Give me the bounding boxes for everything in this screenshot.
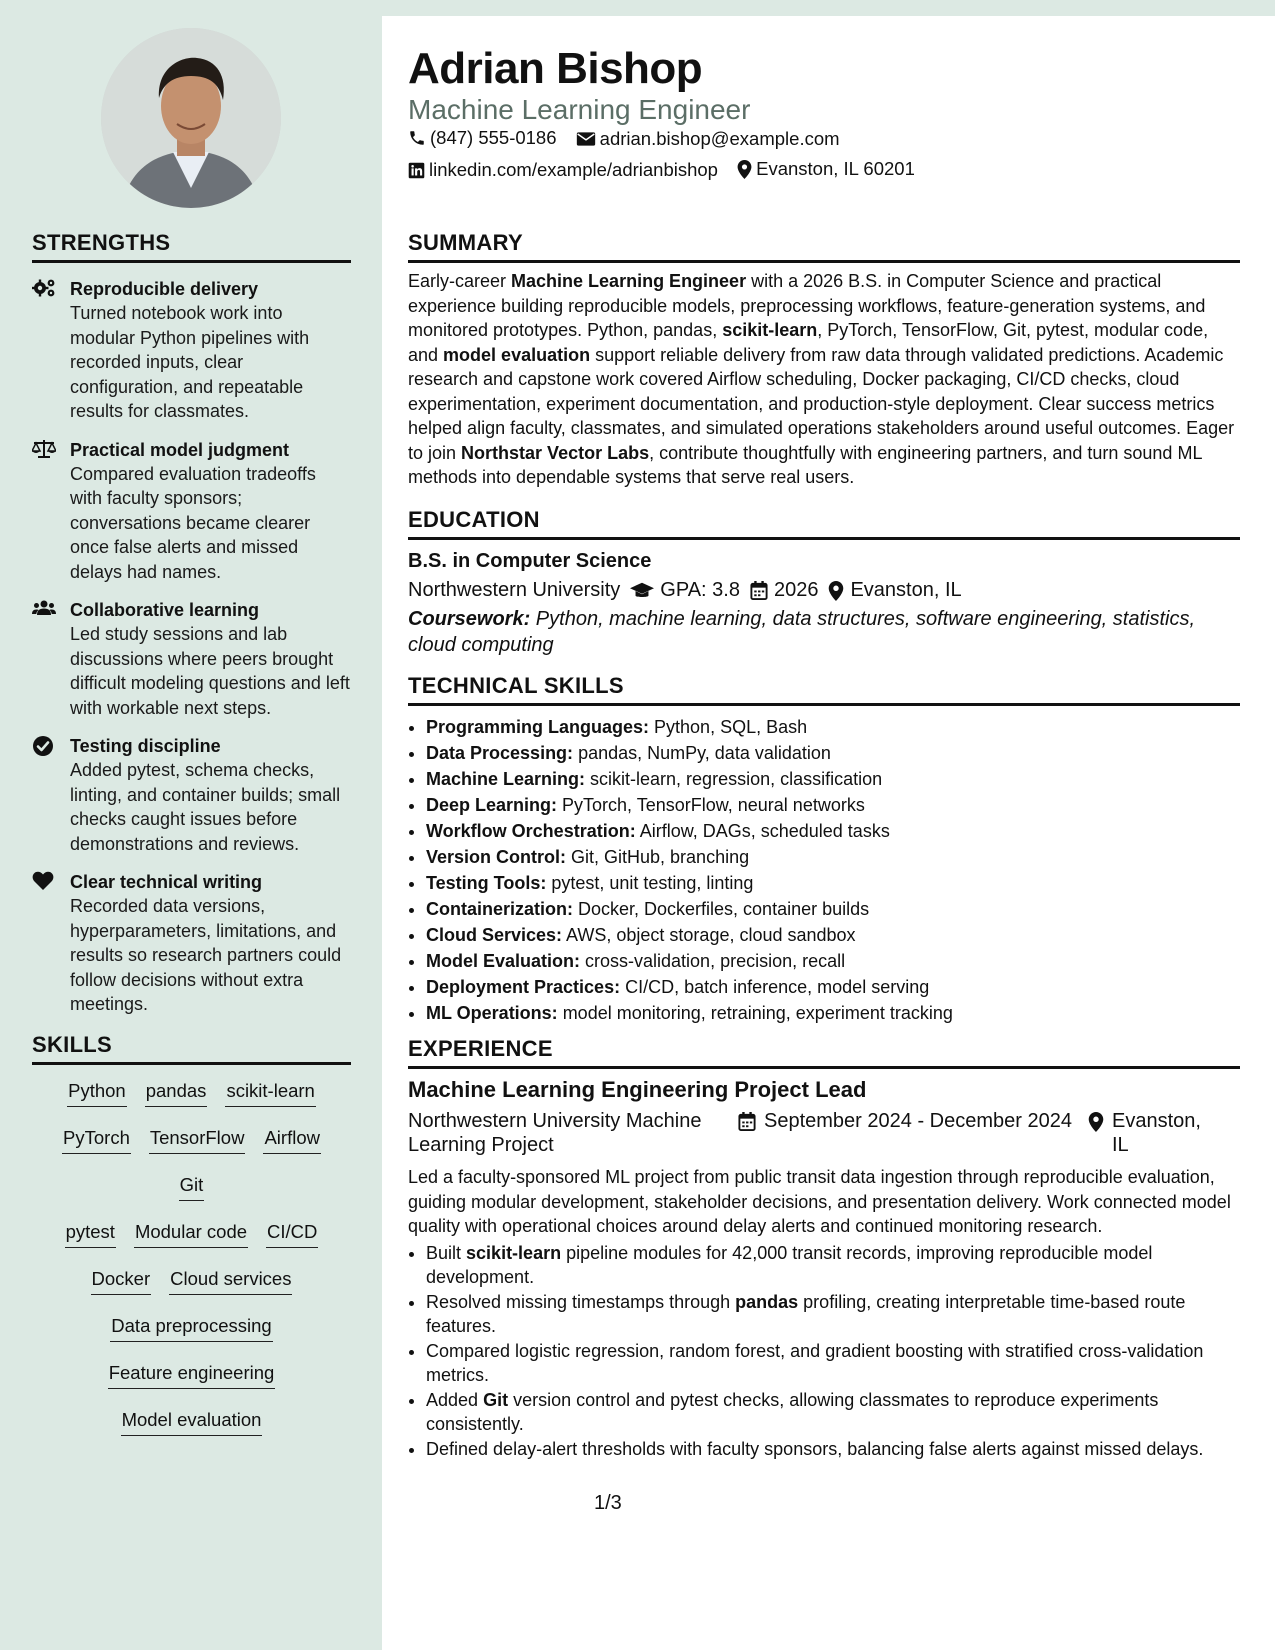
technical-skill-value: Python, SQL, Bash (649, 717, 808, 737)
technical-skill-label: Version Control: (426, 847, 567, 867)
gpa-text: GPA: 3.8 (660, 579, 740, 601)
experience-bullet (426, 1339, 1240, 1387)
summary-segment: support reliable delivery from raw data through validated predictions. Academic research and capstone work covered Airflow scheduling, Docker packaging, CI/CD checks, cloud experimentation, experiment documentation, and production-style deployment. Clear success metrics helped align faculty, classmates, and simulated operations stakeholders around useful outcomes. Eager to join (408, 344, 1235, 463)
job-description: Led a faculty-sponsored ML project from public transit data ingestion through reproducible evaluation, guiding modular development, stakeholder decisions, and presentation delivery. Work connected model quality with operational choices around delay alerts and continued monitoring research. (408, 1167, 1231, 1236)
strength-title: Reproducible delivery (70, 279, 259, 299)
bullet-highlight: pandas (735, 1291, 799, 1312)
technical-skill-label: ML Operations: (426, 1003, 558, 1023)
strength-title: Collaborative learning (70, 600, 260, 620)
bullet-segment: Compared logistic regression, random forest, and gradient boosting with stratified cross-validation metrics. (426, 1340, 1204, 1385)
strength-title: Clear technical writing (70, 872, 263, 892)
education-details (408, 579, 1240, 602)
strength-item (32, 438, 351, 585)
skill-tag-tensorflow: TensorFlow (149, 1126, 246, 1154)
graduation-cap-icon (630, 582, 654, 600)
calendar-icon (738, 1112, 756, 1131)
job-meta (408, 1109, 1240, 1157)
phone-contact[interactable] (408, 127, 557, 149)
skill-tag-row (32, 1355, 351, 1402)
summary-highlight: Machine Learning Engineer (511, 271, 747, 291)
skill-tag-cloud-services: Cloud services (169, 1267, 292, 1295)
bullet-segment: Defined delay-alert thresholds with faculty sponsors, balancing false alerts against missed delays. (426, 1438, 1204, 1459)
strength-title: Practical model judgment (70, 439, 290, 460)
technical-skill-value: Airflow, DAGs, scheduled tasks (635, 821, 890, 841)
heart-icon (32, 871, 56, 893)
technical-skill-item (426, 896, 1240, 922)
technical-skill-value: CI/CD, batch inference, model serving (620, 977, 930, 997)
balance-scale-icon (32, 439, 56, 461)
skill-tag-airflow: Airflow (263, 1126, 321, 1154)
skill-tag-scikit-learn: scikit-learn (225, 1079, 315, 1107)
experience-bullet (426, 1290, 1240, 1338)
job-location-text: Evanston, IL (1112, 1110, 1201, 1156)
technical-skills-title: TECHNICAL SKILLS (408, 673, 1240, 706)
bullet-segment: version control and pytest checks, allowing classmates to reproduce experiments consistently. (426, 1389, 1159, 1434)
map-pin-icon (828, 581, 844, 601)
technical-skill-value: AWS, object storage, cloud sandbox (562, 925, 856, 945)
coursework (408, 606, 1240, 658)
technical-skill-label: Deep Learning: (426, 795, 558, 815)
technical-skill-value: model monitoring, retraining, experiment tracking (557, 1003, 953, 1023)
bullet-segment: Added (426, 1389, 484, 1410)
map-pin-icon (1088, 1112, 1104, 1132)
experience-bullet (426, 1437, 1240, 1461)
summary-highlight: Northstar Vector Labs (461, 442, 650, 463)
skill-tag-pandas: pandas (145, 1079, 208, 1107)
coursework-label: Coursework: (408, 608, 531, 630)
technical-skill-value: Git, GitHub, branching (566, 847, 750, 867)
job-dates (738, 1109, 1088, 1157)
location-contact (737, 158, 915, 180)
skill-tag-pytorch: PyTorch (62, 1126, 131, 1154)
technical-skill-value: PyTorch, TensorFlow, neural networks (557, 795, 865, 815)
candidate-name: Adrian Bishop (408, 44, 703, 93)
technical-skill-label: Programming Languages: (426, 717, 650, 737)
experience-bullet (426, 1388, 1240, 1436)
candidate-role: Machine Learning Engineer (408, 94, 751, 125)
sidebar (0, 0, 382, 1650)
technical-skill-item (426, 1000, 1240, 1026)
technical-skill-item (426, 974, 1240, 1000)
page-number: 1/3 (594, 1492, 622, 1514)
map-pin-icon (737, 160, 752, 179)
users-icon (32, 599, 56, 621)
bullet-segment: Built (426, 1242, 467, 1263)
technical-skills-section (408, 673, 1240, 1026)
strength-description: Added pytest, schema checks, linting, and container builds; small checks caught issues before demonstrations and reviews. (70, 760, 341, 854)
summary-segment: , contribute thoughtfully with engineering partners, and turn sound ML methods into dependable systems that serve real users. (408, 442, 1202, 487)
technical-skill-item (426, 948, 1240, 974)
skill-tag-modular-code: Modular code (134, 1220, 248, 1248)
technical-skill-item (426, 766, 1240, 792)
skills-title: SKILLS (32, 1032, 351, 1065)
gears-icon (32, 278, 56, 300)
summary-highlight: model evaluation (443, 344, 591, 365)
skill-tag-row (32, 1261, 351, 1308)
summary-text (408, 269, 1240, 490)
technical-skill-label: Machine Learning: (426, 769, 586, 789)
strength-description: Turned notebook work into modular Python pipelines with recorded inputs, clear configuration, and repeatable results for classmates. (70, 303, 310, 421)
skill-tag-python: Python (67, 1079, 127, 1107)
summary-segment: , PyTorch, TensorFlow, Git, pytest, modular code, and (408, 320, 1209, 365)
summary-segment: with a 2026 B.S. in Computer Science and practical experience building reproducible models, preprocessing workflows, feature-generation systems, and monitored prototypes. Python, pandas, (408, 271, 1206, 340)
skill-tag-row (32, 1214, 351, 1261)
email-contact[interactable] (576, 128, 840, 150)
skill-tag-model-evaluation: Model evaluation (121, 1408, 263, 1436)
skill-tag-feature-engineering: Feature engineering (108, 1361, 276, 1389)
technical-skill-label: Testing Tools: (426, 873, 547, 893)
job-organization: Northwestern University Machine Learning Project (408, 1110, 702, 1156)
strength-description: Led study sessions and lab discussions where peers brought difficult modeling questions and left with workable next steps. (70, 624, 350, 718)
bullet-segment: Resolved missing timestamps through (426, 1291, 736, 1312)
technical-skill-label: Workflow Orchestration: (426, 821, 636, 841)
envelope-icon (576, 131, 596, 147)
experience-title: EXPERIENCE (408, 1036, 1240, 1069)
skill-tag-row (32, 1308, 351, 1355)
phone-icon (408, 129, 426, 147)
coursework-list: Python, machine learning, data structures, software engineering, statistics, cloud computing (408, 608, 1196, 656)
skill-tag-pytest: pytest (65, 1220, 116, 1248)
technical-skill-item (426, 870, 1240, 896)
technical-skill-item (426, 922, 1240, 948)
technical-skill-value: cross-validation, precision, recall (580, 951, 846, 971)
strength-item (32, 277, 351, 424)
technical-skill-item (426, 714, 1240, 740)
school-name: Northwestern University (408, 579, 621, 601)
graduation-year: 2026 (773, 579, 819, 601)
education-title: EDUCATION (408, 507, 1240, 540)
bullet-highlight: scikit-learn (466, 1242, 562, 1263)
linkedin-contact[interactable] (408, 159, 718, 181)
strength-item (32, 870, 351, 1017)
skill-tag-ci-cd: CI/CD (266, 1220, 318, 1248)
technical-skill-label: Deployment Practices: (426, 977, 621, 997)
skill-tag-row (32, 1402, 351, 1449)
technical-skill-value: Docker, Dockerfiles, container builds (573, 899, 870, 919)
technical-skill-value: pandas, NumPy, data validation (573, 743, 831, 763)
technical-skill-item (426, 818, 1240, 844)
summary-title: SUMMARY (408, 230, 1240, 263)
job-dates-text: September 2024 - December 2024 (764, 1110, 1072, 1132)
education-section (408, 507, 1240, 658)
skill-tag-row (32, 1120, 351, 1214)
school-location: Evanston, IL (850, 579, 962, 601)
skill-tag-docker: Docker (91, 1267, 152, 1295)
technical-skill-item (426, 792, 1240, 818)
degree-title: B.S. in Computer Science (408, 550, 652, 572)
contact-row-2 (408, 158, 929, 184)
strength-item (32, 734, 351, 856)
summary-segment: Early-career (408, 271, 512, 291)
experience-section (408, 1036, 1240, 1462)
summary-section (408, 230, 1240, 490)
check-circle-icon (32, 735, 56, 757)
calendar-icon (750, 581, 768, 600)
bullet-highlight: Git (483, 1389, 509, 1410)
skill-tag-git: Git (179, 1173, 205, 1201)
technical-skill-label: Containerization: (426, 899, 573, 919)
strengths-title: STRENGTHS (32, 230, 351, 263)
technical-skill-value: pytest, unit testing, linting (546, 873, 754, 893)
profile-photo (101, 28, 281, 208)
job-location (1088, 1109, 1201, 1157)
bullet-segment: pipeline modules for 42,000 transit records, improving reproducible model development. (426, 1242, 1153, 1287)
phone-text: (847) 555-0186 (430, 127, 557, 148)
technical-skill-label: Cloud Services: (426, 925, 563, 945)
strength-item (32, 598, 351, 720)
linkedin-icon (408, 162, 425, 179)
main-content (382, 16, 1275, 1650)
summary-highlight: scikit-learn (722, 320, 818, 340)
skills-section (32, 1032, 351, 1449)
job-title: Machine Learning Engineering Project Lead (408, 1077, 867, 1102)
skill-tag-data-preprocessing: Data preprocessing (110, 1314, 272, 1342)
technical-skill-label: Model Evaluation: (426, 951, 581, 971)
location-text: Evanston, IL 60201 (756, 158, 915, 179)
experience-bullet (426, 1241, 1240, 1289)
skill-tag-row (32, 1073, 351, 1120)
technical-skill-item (426, 740, 1240, 766)
strength-description: Recorded data versions, hyperparameters, limitations, and results so research partners could follow decisions without extra meetings. (70, 896, 342, 1014)
technical-skill-value: scikit-learn, regression, classification (585, 769, 883, 789)
strength-title: Testing discipline (70, 736, 221, 756)
strengths-section (32, 230, 351, 1017)
contact-row-1 (408, 127, 854, 152)
linkedin-text: linkedin.com/example/adrianbishop (429, 159, 718, 180)
strength-description: Compared evaluation tradeoffs with faculty sponsors; conversations became clearer once false alerts and missed delays had names. (70, 463, 316, 582)
technical-skill-label: Data Processing: (426, 743, 574, 763)
technical-skill-item (426, 844, 1240, 870)
bullet-segment: profiling, creating interpretable time-based route features. (426, 1291, 1186, 1336)
email-text: adrian.bishop@example.com (599, 128, 840, 149)
